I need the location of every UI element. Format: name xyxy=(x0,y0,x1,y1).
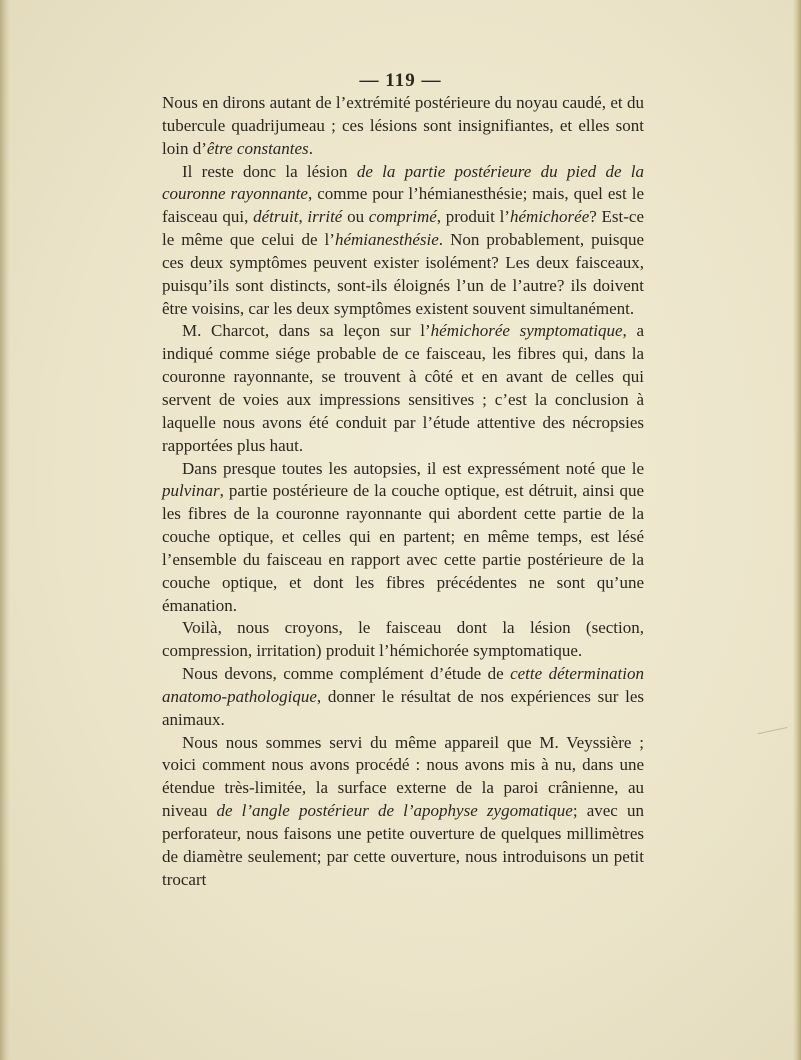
text-run: Dans presque toutes les autopsies, il est expressément noté que le xyxy=(182,458,644,478)
italic-text: hémichorée xyxy=(509,207,590,227)
italic-text: pulvinar xyxy=(162,481,220,501)
paragraph xyxy=(162,92,644,161)
italic-text: irrité xyxy=(307,207,343,227)
italic-text: être constantes xyxy=(206,138,309,158)
text-run: , produit l’ xyxy=(436,207,510,227)
text-run: , partie postérieure de la couche optique, est détruit, ainsi que les fibres de la couronne rayonnante qui abordent cette partie de la couche optique, et celles qui en partent; en même temps, est lésé l’ensemble du faisceau en rapport avec cette partie postérieure de la couche optique, et dont les fibres précédentes ne sont qu’une émanation. xyxy=(162,481,644,615)
page-mark xyxy=(758,727,790,748)
text-run: , xyxy=(298,207,308,227)
italic-text: de la partie postérieure du pied de la couronne rayonnante xyxy=(162,161,644,204)
page-right-edge xyxy=(793,0,801,1060)
text-run: , donner le résultat de nos expériences sur les animaux. xyxy=(162,686,644,729)
italic-text: de l’angle postérieur de l’apophyse zygomatique xyxy=(216,801,573,821)
paragraph xyxy=(162,320,644,457)
paragraph xyxy=(162,617,644,663)
text-run: M. Charcot, dans sa leçon sur l’ xyxy=(182,321,431,341)
body-text xyxy=(162,92,644,892)
text-run: . xyxy=(308,138,313,158)
page-left-edge xyxy=(0,0,10,1060)
text-run: Voilà, nous croyons, le faisceau dont la lésion (section, compression, irritation) produit l’hémichorée symptomatique. xyxy=(162,618,644,661)
text-run: Il reste donc la lésion xyxy=(182,161,357,181)
italic-text: cette détermination anatomo-pathologique xyxy=(162,664,645,706)
text-run: ; avec un perforateur, nous faisons une petite ouverture de quelques millimètres de diamètre seulement; par cette ouverture, nous introduisons un petit trocart xyxy=(162,801,644,889)
text-run: ? Est-ce le même que celui de l’ xyxy=(162,207,645,250)
text-run: Nous nous sommes servi du même appareil que M. Veyssière ; voici comment nous avons procédé : nous avons mis à nu, dans une étendue très-limitée, la surface externe de la paroi crânienne, au niveau xyxy=(162,732,644,821)
page-number: — 119 — xyxy=(359,70,442,91)
italic-text: comprimé xyxy=(368,207,437,227)
italic-text: hémichorée symptomatique xyxy=(430,321,623,341)
paragraph xyxy=(162,161,644,321)
paragraph xyxy=(162,732,644,892)
text-run: ou xyxy=(342,207,369,227)
text-run: Nous en dirons autant de l’extrémité postérieure du noyau caudé, et du tubercule quadrijumeau ; ces lésions sont insignifiantes, et elles sont loin d’ xyxy=(162,93,644,158)
paragraph xyxy=(162,663,644,732)
text-run: , comme pour l’hémianesthésie; mais, quel est le faisceau qui, xyxy=(162,184,644,227)
text-run: Nous devons, comme complément d’étude de xyxy=(182,664,511,684)
paragraph xyxy=(162,458,644,618)
text-run: , a indiqué comme siége probable de ce faisceau, les fibres qui, dans la couronne rayonnante, se trouvent à côté et en avant de celles qui servent de voies aux impressions sensitives ; c’est la conclusion à laquelle nous avons été conduit par l’étude attentive des nécropsies rapportées plus haut. xyxy=(162,321,644,455)
text-run: . Non probablement, puisque ces deux symptômes peuvent exister isolément? Les deux faisceaux, puisqu’ils sont distincts, sont-ils éloignés l’un de l’autre? ils doivent être voisins, car les deux symptômes existent souvent simultanément. xyxy=(162,230,644,318)
italic-text: détruit xyxy=(253,207,299,227)
italic-text: hémianesthésie xyxy=(334,230,439,250)
